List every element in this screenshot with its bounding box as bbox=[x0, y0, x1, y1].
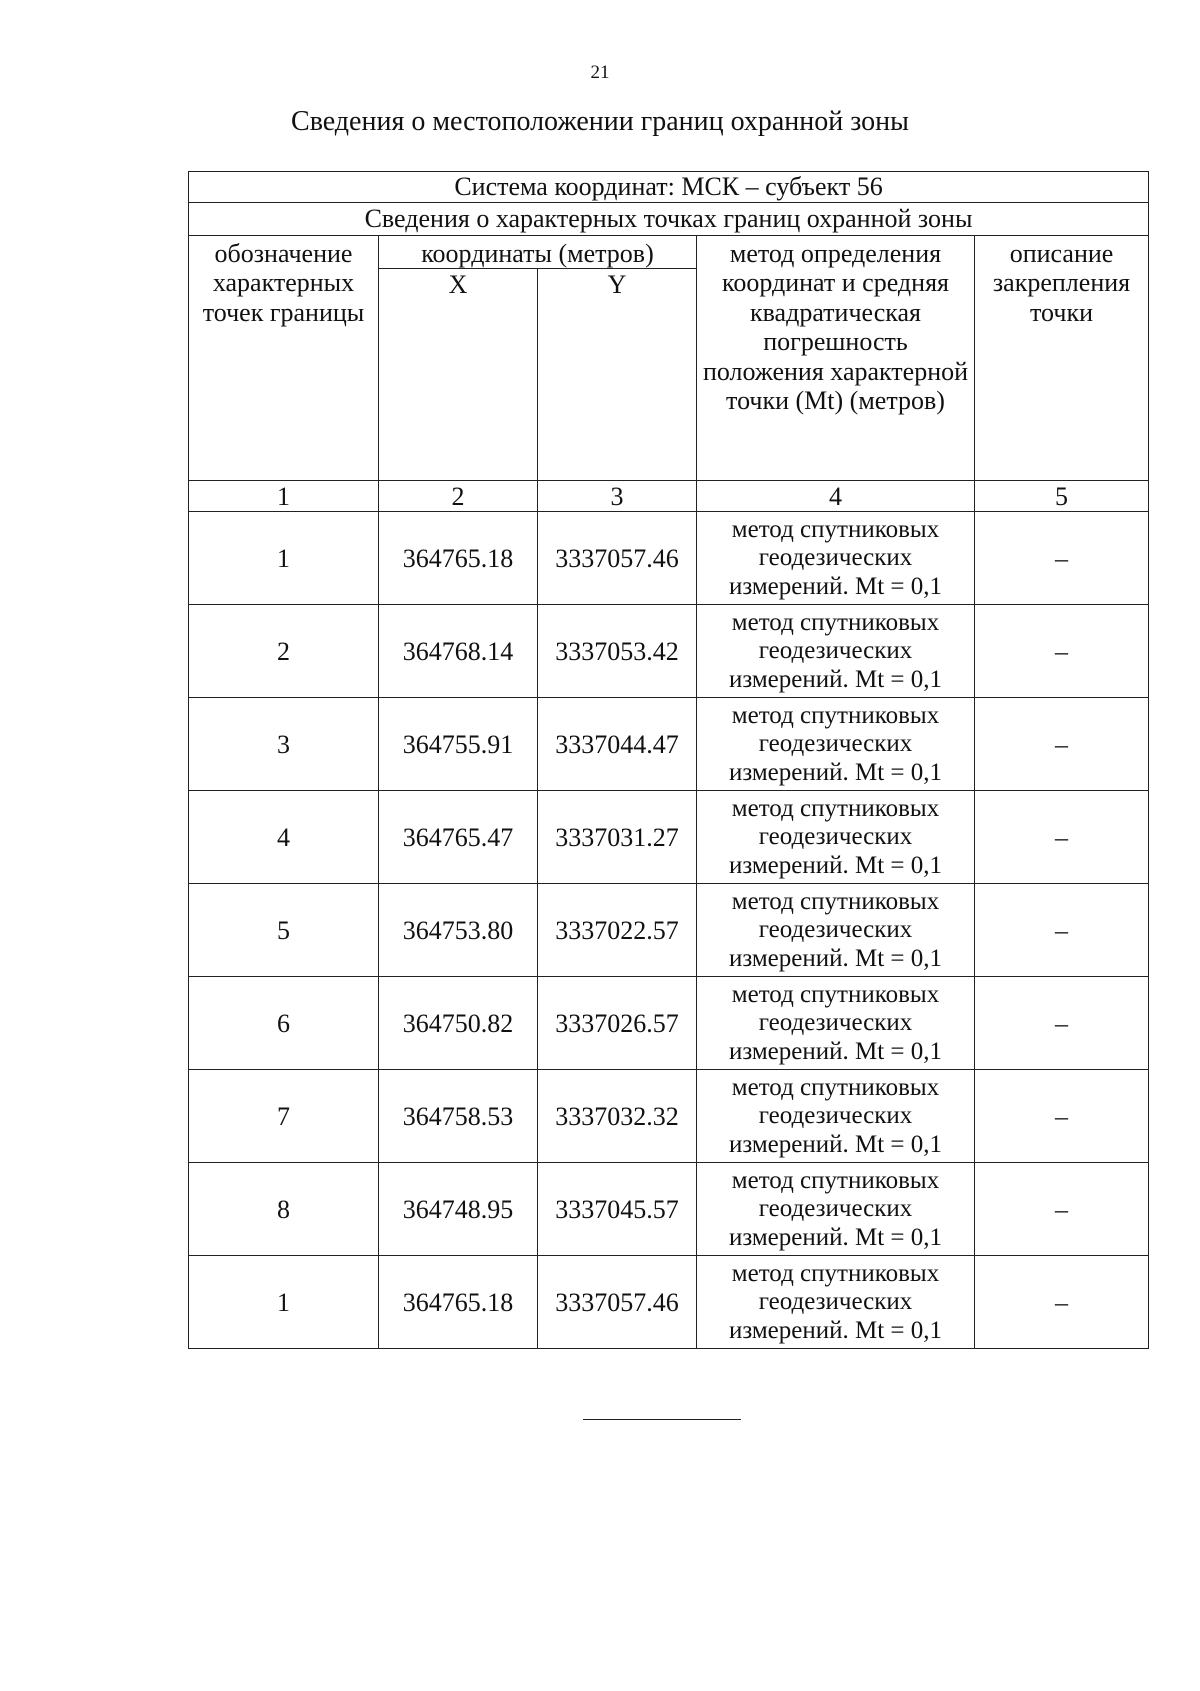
cell-method: метод спутниковых геодезических измерений. Mt = 0,1 bbox=[697, 977, 975, 1070]
cell-y-coordinate: 3337053.42 bbox=[538, 605, 697, 698]
cell-x-coordinate: 364750.82 bbox=[379, 977, 538, 1070]
cell-fixing-description: – bbox=[975, 605, 1149, 698]
page-number: 21 bbox=[590, 62, 610, 83]
cell-method: метод спутниковых геодезических измерений. Mt = 0,1 bbox=[697, 1256, 975, 1349]
header-x: X bbox=[379, 269, 538, 481]
cell-method: метод спутниковых геодезических измерений. Mt = 0,1 bbox=[697, 1070, 975, 1163]
cell-fixing-description: – bbox=[975, 977, 1149, 1070]
header-y: Y bbox=[538, 269, 697, 481]
cell-fixing-description: – bbox=[975, 884, 1149, 977]
column-number: 4 bbox=[697, 481, 975, 512]
cell-x-coordinate: 364758.53 bbox=[379, 1070, 538, 1163]
table-row bbox=[189, 791, 1149, 884]
cell-x-coordinate: 364753.80 bbox=[379, 884, 538, 977]
cell-x-coordinate: 364748.95 bbox=[379, 1163, 538, 1256]
cell-x-coordinate: 364765.18 bbox=[379, 512, 538, 605]
table-row bbox=[189, 512, 1149, 605]
cell-x-coordinate: 364768.14 bbox=[379, 605, 538, 698]
column-number: 5 bbox=[975, 481, 1149, 512]
document-title: Сведения о местоположении границ охранной зоны bbox=[291, 106, 909, 137]
cell-point-number: 4 bbox=[189, 791, 379, 884]
header-method: метод определения координат и средняя квадратическая погрешность положения характерной точки (Mt) (метров) bbox=[697, 236, 975, 481]
cell-fixing-description: – bbox=[975, 512, 1149, 605]
cell-method: метод спутниковых геодезических измерений. Mt = 0,1 bbox=[697, 1163, 975, 1256]
cell-point-number: 1 bbox=[189, 1256, 379, 1349]
cell-y-coordinate: 3337057.46 bbox=[538, 512, 697, 605]
table-row bbox=[189, 698, 1149, 791]
cell-y-coordinate: 3337026.57 bbox=[538, 977, 697, 1070]
footer-divider bbox=[583, 1419, 741, 1420]
header-fixing-description: описание закрепления точки bbox=[975, 236, 1149, 481]
cell-point-number: 8 bbox=[189, 1163, 379, 1256]
cell-point-number: 3 bbox=[189, 698, 379, 791]
cell-x-coordinate: 364765.47 bbox=[379, 791, 538, 884]
table-row bbox=[189, 1256, 1149, 1349]
table-row bbox=[189, 977, 1149, 1070]
cell-method: метод спутниковых геодезических измерений. Mt = 0,1 bbox=[697, 512, 975, 605]
coordinate-system-row bbox=[189, 172, 1149, 203]
column-numbers-row bbox=[189, 481, 1149, 512]
cell-point-number: 6 bbox=[189, 977, 379, 1070]
boundary-points-table bbox=[188, 171, 1149, 1349]
header-point-designation: обозначение характерных точек границы bbox=[189, 236, 379, 481]
header-coordinates: координаты (метров) bbox=[379, 236, 697, 269]
table-subtitle-row bbox=[189, 203, 1149, 236]
cell-fixing-description: – bbox=[975, 698, 1149, 791]
column-number: 2 bbox=[379, 481, 538, 512]
cell-point-number: 2 bbox=[189, 605, 379, 698]
cell-x-coordinate: 364755.91 bbox=[379, 698, 538, 791]
table-subtitle-cell: Сведения о характерных точках границ охранной зоны bbox=[189, 203, 1149, 236]
cell-y-coordinate: 3337022.57 bbox=[538, 884, 697, 977]
cell-fixing-description: – bbox=[975, 1163, 1149, 1256]
cell-point-number: 1 bbox=[189, 512, 379, 605]
cell-y-coordinate: 3337044.47 bbox=[538, 698, 697, 791]
header-row bbox=[189, 236, 1149, 269]
table-row bbox=[189, 1070, 1149, 1163]
cell-x-coordinate: 364765.18 bbox=[379, 1256, 538, 1349]
cell-point-number: 7 bbox=[189, 1070, 379, 1163]
cell-fixing-description: – bbox=[975, 791, 1149, 884]
coordinate-system-cell: Система координат: МСК – субъект 56 bbox=[189, 172, 1149, 203]
cell-point-number: 5 bbox=[189, 884, 379, 977]
cell-method: метод спутниковых геодезических измерений. Mt = 0,1 bbox=[697, 698, 975, 791]
table-row bbox=[189, 605, 1149, 698]
cell-method: метод спутниковых геодезических измерений. Mt = 0,1 bbox=[697, 884, 975, 977]
table-row bbox=[189, 884, 1149, 977]
cell-y-coordinate: 3337057.46 bbox=[538, 1256, 697, 1349]
cell-y-coordinate: 3337031.27 bbox=[538, 791, 697, 884]
table-row bbox=[189, 1163, 1149, 1256]
cell-y-coordinate: 3337045.57 bbox=[538, 1163, 697, 1256]
column-number: 3 bbox=[538, 481, 697, 512]
cell-y-coordinate: 3337032.32 bbox=[538, 1070, 697, 1163]
cell-method: метод спутниковых геодезических измерений. Mt = 0,1 bbox=[697, 605, 975, 698]
cell-fixing-description: – bbox=[975, 1256, 1149, 1349]
cell-method: метод спутниковых геодезических измерений. Mt = 0,1 bbox=[697, 791, 975, 884]
cell-fixing-description: – bbox=[975, 1070, 1149, 1163]
column-number: 1 bbox=[189, 481, 379, 512]
